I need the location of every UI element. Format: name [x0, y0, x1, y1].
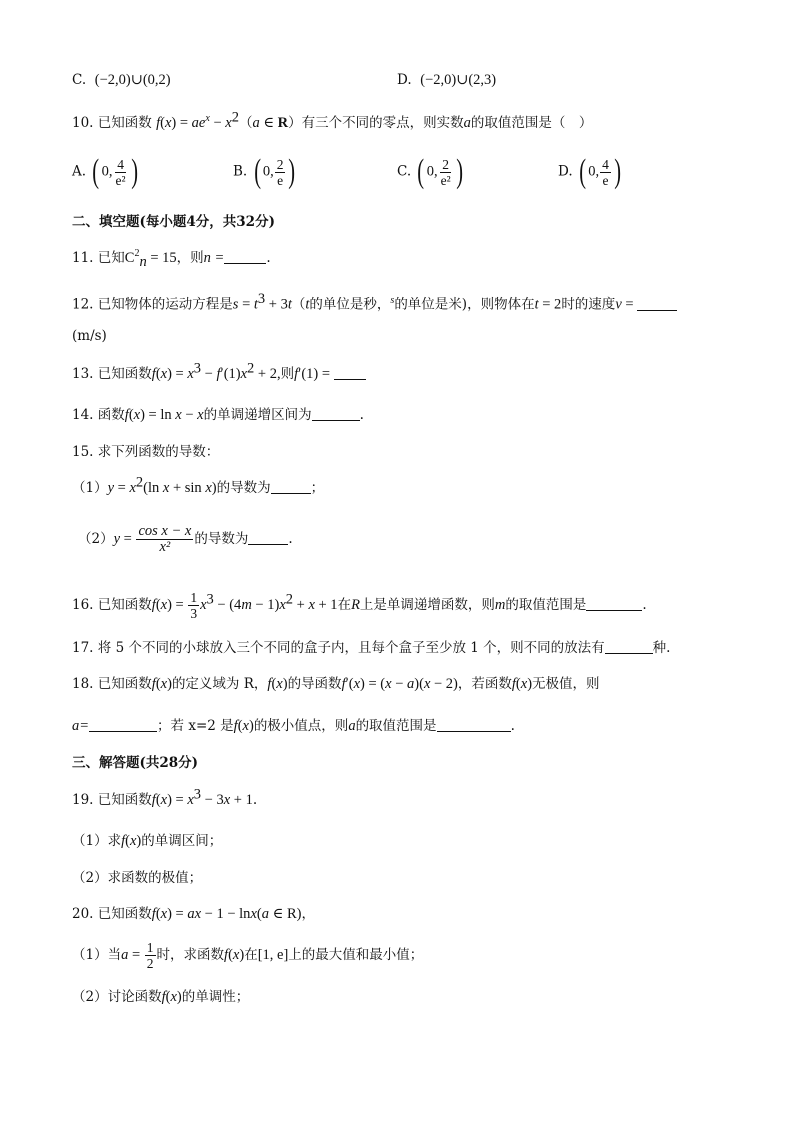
- question-number: 17.: [72, 640, 94, 656]
- question-number: 20.: [72, 906, 94, 922]
- question-19: 19. 已知函数$f(x) = x^3 - 3x + 1$.: [72, 786, 258, 808]
- question-number: 18.: [72, 676, 94, 692]
- question-17: [72, 638, 670, 658]
- answer-blank[interactable]: [248, 530, 288, 545]
- question-15: [72, 442, 219, 462]
- question-10: 10. 已知函数 $f(x) = ae^x - x^2(a$ ∈ R）有三个不同的零点，则实数a的取值范围是（ ）: [72, 109, 593, 131]
- question-text: 的单调区间；: [141, 833, 223, 849]
- question-text: 已知函数: [97, 597, 152, 613]
- answer-blank[interactable]: [437, 717, 511, 732]
- math-expr: n =: [203, 250, 225, 266]
- answer-blank[interactable]: [334, 365, 366, 380]
- answer-blank[interactable]: [637, 296, 677, 311]
- q10-option-c[interactable]: C. ( 0, $\frac{2}{\text{e²}}$ ): [397, 153, 463, 190]
- option-label: A.: [72, 163, 87, 180]
- question-text: 已知: [97, 250, 125, 266]
- question-text: （1）当: [72, 947, 122, 963]
- question-number: 10.: [72, 115, 94, 131]
- question-number: 16.: [72, 597, 94, 613]
- question-text: 已知函数: [97, 676, 152, 692]
- question-14: 14. 函数f(x) = ln x − x的单调递增区间为 .: [72, 407, 364, 423]
- option-fraction: $\frac{4}{\text{e²}}$: [115, 156, 126, 188]
- q10-option-d[interactable]: D. ( 0, $\frac{4}{e}$ ): [558, 153, 621, 190]
- option-label: B.: [233, 163, 248, 180]
- question-text: 时，求函数: [156, 947, 225, 963]
- question-16: 16. 已知函数f(x) = $\frac{1}{3}$ $x^3 - (4m - 1)x^2 + x + 1$在R上是单调递增函数，则m的取值范围是 .: [72, 590, 647, 621]
- q20-part-1: （1）当a = $\frac{1}{2}$ 时，求函数f(x)在[1, e]上的最大值和最小值；: [72, 940, 424, 971]
- question-text: 已知函数: [97, 792, 152, 808]
- q10-option-b[interactable]: B. ( 0, $\frac{2}{e}$ ): [233, 153, 296, 190]
- question-text: 的单调性；: [181, 989, 250, 1005]
- question-text: 的单调递增区间为: [203, 407, 312, 423]
- q12-unit: (m/s): [72, 328, 107, 344]
- option-label: D.: [397, 72, 412, 88]
- question-number: 11.: [72, 250, 94, 266]
- question-text: （1）求: [72, 833, 122, 849]
- question-text: ，若函数: [457, 676, 512, 692]
- part-label: （1）: [72, 480, 108, 496]
- q9-option-c: [72, 70, 171, 90]
- question-number: 15.: [72, 444, 94, 460]
- question-11: 11. 已知$C^2_n = 15$，则n = .: [72, 248, 271, 270]
- question-text: 求下列函数的导数：: [97, 444, 220, 460]
- option-label: C.: [397, 163, 412, 180]
- math-expr: a=: [72, 718, 90, 734]
- option-expr: (−2,0)∪(0,2): [94, 72, 171, 88]
- q19-part-1: （1）求f(x)的单调区间；: [72, 833, 223, 849]
- question-text: 上是单调递增函数，则: [359, 597, 495, 613]
- question-text: 的极小值点，则: [253, 718, 349, 734]
- question-text: 函数: [97, 407, 125, 423]
- answer-blank[interactable]: [605, 639, 653, 654]
- question-text: 在: [244, 947, 258, 963]
- answer-blank[interactable]: [312, 406, 360, 421]
- q19-part-2: （2）求函数的极值；: [72, 870, 203, 886]
- option-label: D.: [558, 163, 573, 180]
- question-text: ；若 x=2 是: [157, 718, 234, 734]
- section-2-title: 二、填空题(每小题4分，共32分): [72, 214, 275, 230]
- option-fraction: $\frac{2}{e}$: [276, 156, 284, 188]
- q15-part-1: $(1)y = x^2(\ln$ x + sin x)的导数为 ；: [72, 474, 325, 496]
- option-fraction: $\frac{2}{\text{e²}}$: [440, 156, 451, 188]
- question-text: 的定义域为 R，: [171, 676, 268, 692]
- question-text: （2）讨论函数: [72, 989, 162, 1005]
- question-number: 14.: [72, 407, 94, 423]
- question-text: 将 5 个不同的小球放入三个不同的盒子内，且每个盒子至少放 1 个，则不同的放法有: [97, 640, 605, 656]
- question-number: 19.: [72, 792, 94, 808]
- question-text: 的单位是秒，: [309, 296, 391, 313]
- question-text: 的取值范围是: [505, 597, 587, 613]
- question-text: 已知物体的运动方程是: [97, 296, 233, 313]
- question-text: 种.: [652, 640, 671, 656]
- question-text: 的取值范围是（ ）: [470, 115, 593, 131]
- answer-blank[interactable]: [224, 249, 266, 264]
- question-18-line-2: a= ；若 x=2 是f(x)的极小值点，则a的取值范围是 .: [72, 718, 515, 734]
- question-18: 18. 已知函数f(x)的定义域为 R，f(x)的导函数f′(x) = (x − a)(x − 2)，若函数f(x)无极值，则: [72, 676, 600, 692]
- q15-part-2: （2）y = $\frac{\text{cos x − x}}{\text{x²}}$ 的导数为 .: [78, 523, 293, 555]
- q9-option-d: [397, 70, 496, 90]
- question-text: 的取值范围是: [355, 718, 437, 734]
- question-text: 时的速度: [561, 296, 616, 313]
- question-12: 12. 已知物体的运动方程是$s = t^3 + 3t(t$的单位是秒，$^s$的单位是米)，则物体在t = 2时的速度v =: [72, 291, 677, 315]
- question-text: 已知函数: [97, 115, 152, 131]
- option-expr: (−2,0)∪(2,3): [420, 72, 497, 88]
- section-3-title: 三、解答题(共28分): [72, 755, 199, 771]
- question-20: 20. 已知函数f(x) = ax − 1 − lnx(a ∈ R)，: [72, 906, 315, 922]
- answer-blank[interactable]: [89, 717, 157, 732]
- question-number: 12.: [72, 296, 94, 313]
- question-13: 13. 已知函数$f(x) = x^3 - f'(1)x^2 + 2$,则f′(1) =: [72, 364, 366, 384]
- math-fraction: $\frac{\text{cos x − x}}{\text{x²}}$: [138, 523, 192, 555]
- option-label: C.: [72, 72, 87, 88]
- question-number: 13.: [72, 366, 94, 382]
- question-text: ，则: [176, 250, 204, 266]
- question-text: 已知函数: [97, 366, 152, 382]
- question-text: 则: [280, 366, 295, 382]
- q10-option-a[interactable]: A. ( 0, $\frac{4}{\text{e²}}$ ): [72, 153, 138, 190]
- question-text: 有三个不同的零点，则实数: [301, 115, 464, 131]
- question-text: 无极值，则: [532, 676, 600, 692]
- answer-blank[interactable]: [271, 479, 311, 494]
- question-text: 的导函数: [287, 676, 342, 692]
- question-text: 上的最大值和最小值；: [288, 947, 424, 963]
- part-label: （2）: [78, 531, 114, 547]
- answer-blank[interactable]: [586, 596, 642, 611]
- q20-part-2: （2）讨论函数f(x)的单调性；: [72, 989, 250, 1005]
- question-text: 在: [337, 597, 352, 613]
- option-fraction: $\frac{4}{e}$: [602, 156, 609, 188]
- question-text: 的导数为: [216, 480, 271, 496]
- question-text: 已知函数: [97, 906, 152, 922]
- question-text: 的导数为: [194, 531, 249, 547]
- question-text: 的单位是米)，则物体在: [394, 296, 535, 313]
